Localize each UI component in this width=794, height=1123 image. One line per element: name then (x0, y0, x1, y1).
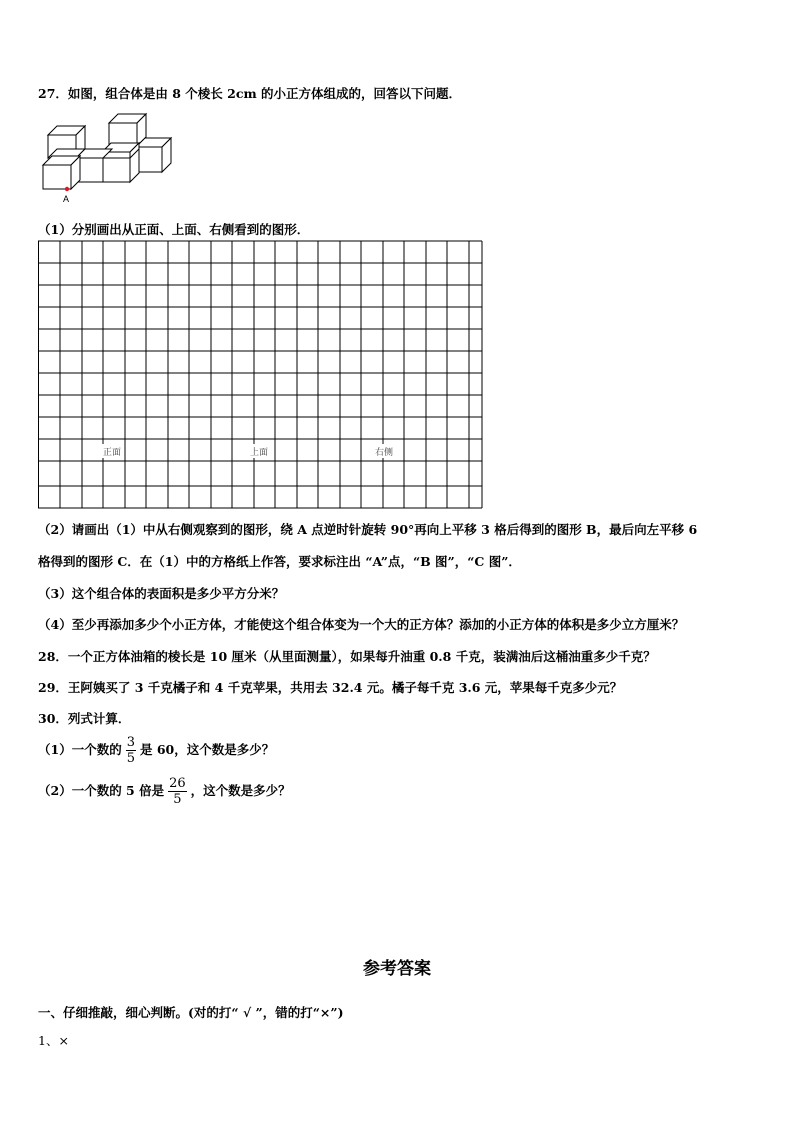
fraction-3-5 (126, 736, 136, 765)
answers-item1: 1、× (38, 1033, 69, 1048)
fraction-numerator: 26 (169, 776, 186, 791)
fraction-denominator: 5 (126, 751, 135, 766)
fraction-denominator: 5 (173, 792, 182, 807)
grid-label-right: 右侧 (375, 448, 394, 458)
fraction-26-5 (168, 777, 187, 806)
answers-section1: 一、仔细推敲，细心判断。(对的打“ √ ”，错的打“×”) (38, 1005, 344, 1020)
q30-sub2 (38, 777, 291, 806)
q30-sub2-post: ，这个数是多少？ (190, 783, 291, 798)
answers-title: 参考答案 (363, 959, 431, 979)
q27-sub3: （3）这个组合体的表面积是多少平方分米？ (38, 586, 285, 601)
q29-text: 29．王阿姨买了 3 千克橘子和 4 千克苹果，共用去 32.4 元。橘子每千克 3.6 元，苹果每千克多少元？ (38, 680, 623, 695)
q30-sub1-post: 是 60，这个数是多少？ (139, 742, 275, 757)
q30-sub1 (38, 736, 274, 765)
grid-label-top: 上面 (250, 448, 269, 458)
cube-assembly-figure (38, 110, 178, 205)
grid-label-front: 正面 (103, 448, 122, 458)
q27-intro: 27．如图，组合体是由 8 个棱长 2cm 的小正方体组成的，回答以下问题． (38, 86, 462, 101)
q28-text: 28．一个正方体油箱的棱长是 10 厘米（从里面测量），如果每升油重 0.8 千克，装满油后这桶油重多少千克？ (38, 649, 656, 664)
q30-title: 30．列式计算． (38, 711, 131, 726)
q27-sub2-line2: 格得到的图形 C．在（1）中的方格纸上作答，要求标注出 “A”点，“B 图”，“C 图”． (38, 554, 521, 569)
q30-sub1-pre: （1）一个数的 (38, 742, 122, 757)
q27-sub4: （4）至少再添加多少个小正方体，才能使这个组合体变为一个大的正方体？添加的小正方体的体积是多少立方厘米？ (38, 617, 685, 632)
fraction-numerator: 3 (126, 735, 135, 750)
answer-grid[interactable] (38, 240, 483, 512)
q30-sub2-pre: （2）一个数的 5 倍是 (38, 783, 165, 798)
point-a-marker (65, 187, 69, 191)
q27-sub1: （1）分别画出从正面、上面、右侧看到的图形． (38, 222, 310, 237)
point-a-label: A (63, 194, 70, 204)
q27-sub2-line1: （2）请画出（1）中从右侧观察到的图形，绕 A 点逆时针旋转 90°再向上平移 3 格后得到的图形 B，最后向左平移 6 (38, 522, 698, 537)
